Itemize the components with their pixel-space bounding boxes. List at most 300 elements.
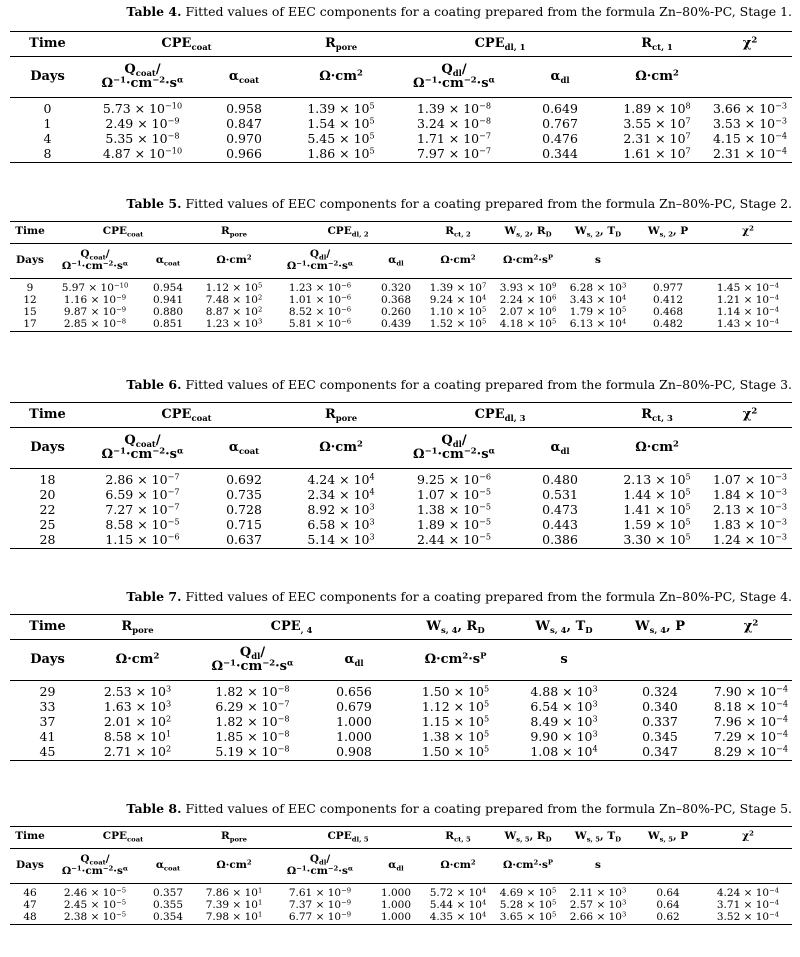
table-cell: 0.941 [152, 293, 184, 306]
table-cell: 1.000 [380, 898, 412, 911]
table-cell: 0.715 [226, 517, 262, 533]
table-cell: $9.90 \times 10^3$ [530, 728, 598, 745]
table-cell: 0.64 [656, 886, 680, 899]
caption-text: Fitted values of EEC components for a coating prepared from the formula Zn–80%-PC, Stage 1. [185, 4, 792, 19]
table-cell: $1.50 \times 10^5$ [393, 745, 518, 761]
table-cell: $2.53 \times 10^3$ [103, 683, 172, 700]
header-cell: Time [10, 31, 85, 56]
table-cell: 22 [39, 502, 56, 518]
table-cell: $1.54 \times 10^5$ [307, 115, 375, 132]
table-cell: $3.71 \times 10^{-4}$ [716, 898, 780, 911]
table-cell: 18 [39, 472, 56, 488]
table-cell: $5.45 \times 10^5$ [307, 130, 375, 147]
unit-cell: $\Omega\cdot cm^2$ [606, 427, 708, 468]
table-cell: $1.71 \times 10^{-7}$ [416, 130, 492, 147]
header-row [10, 614, 792, 639]
unit-cell: $\alpha_{dl}$ [514, 427, 606, 468]
table-cell: 0.476 [542, 131, 578, 147]
unit-cell: Days [10, 848, 50, 883]
unit-row [10, 639, 792, 680]
table-cell: $1.39 \times 10^{-8}$ [416, 100, 492, 117]
table-cell: $3.93 \times 10^9$ [499, 281, 557, 294]
header-cell: $CPE_{coat}$ [85, 402, 288, 427]
table-cell: 0.412 [652, 293, 684, 306]
table-cell: 0.344 [514, 147, 606, 163]
table-cell: $5.97 \times 10^{-10}$ [61, 281, 129, 294]
table-cell: 9 [26, 281, 34, 294]
table-row [10, 488, 792, 503]
table-cell: 1 [43, 116, 52, 132]
table-cell: $1.82 \times 10^{-8}$ [215, 683, 290, 700]
table-cell: 0.656 [336, 684, 372, 700]
table-cell: 4 [43, 131, 52, 147]
header-cell: $R_{pore}$ [288, 31, 394, 56]
table-row [10, 468, 792, 488]
header-cell: $\chi^2$ [710, 614, 792, 639]
header-cell: $W_{s, 4}$, P [610, 614, 710, 639]
header-cell: $CPE_{, 4}$ [190, 614, 393, 639]
table-cell: $8.49 \times 10^3$ [530, 713, 598, 730]
table-cell: 48 [10, 912, 50, 925]
unit-cell: $Q_{coat}/$ $\Omega^{-1}\cdot cm^{-2}\cdot s^\alpha$ [50, 243, 140, 278]
table-cell: 0.62 [632, 912, 704, 925]
unit-cell: $Q_{dl}/$ $\Omega^{-1}\cdot cm^{-2}\cdot s^\alpha$ [190, 639, 315, 680]
table-cell: $2.38 \times 10^{-5}$ [50, 912, 140, 925]
table-cell: 0.649 [542, 101, 578, 117]
unit-cell: s [518, 639, 610, 680]
table-cell: $9.87 \times 10^{-9}$ [63, 305, 127, 318]
table-cell: 0.324 [642, 684, 678, 700]
table-cell: $1.41 \times 10^5$ [623, 501, 691, 518]
table-cell: 0.439 [368, 319, 424, 332]
table-cell: $6.77 \times 10^{-9}$ [272, 912, 368, 925]
unit-cell: $\Omega\cdot cm^2$ [288, 56, 394, 97]
table-cell: $8.58 \times 10^1$ [103, 728, 172, 745]
unit-cell: $\Omega\cdot cm^2$ [424, 848, 492, 883]
unit-cell: $\alpha_{coat}$ [200, 427, 288, 468]
table-cell: 0.468 [652, 305, 684, 318]
table-cell: $5.14 \times 10^3$ [288, 533, 394, 549]
table-row [10, 715, 792, 730]
unit-cell [632, 243, 704, 278]
table-cell: $7.96 \times 10^{-4}$ [713, 713, 789, 730]
unit-row [10, 427, 792, 468]
table-row [10, 295, 792, 307]
table-cell: $1.07 \times 10^{-5}$ [416, 486, 492, 503]
unit-cell: s [564, 243, 632, 278]
table-cell: 0.480 [542, 472, 578, 488]
table-cell: $7.98 \times 10^1$ [196, 912, 272, 925]
table-cell: $2.66 \times 10^3$ [564, 912, 632, 925]
table-row [10, 518, 792, 533]
table-cell: 0.64 [656, 898, 680, 911]
table-label: Table 6. [126, 377, 182, 392]
table-7-caption [10, 591, 792, 604]
table-cell: 0.692 [226, 472, 262, 488]
header-cell: $W_{s, 5}$, P [632, 826, 704, 848]
unit-cell [632, 848, 704, 883]
table-cell: $5.73 \times 10^{-10}$ [102, 100, 183, 117]
header-cell: $R_{pore}$ [196, 221, 272, 243]
table-cell: 0.345 [642, 729, 678, 745]
table-cell: 0.531 [542, 487, 578, 503]
unit-cell: $\alpha_{coat}$ [140, 848, 196, 883]
table-cell: 0.320 [380, 281, 412, 294]
table-cell: $5.72 \times 10^4$ [429, 886, 487, 899]
header-cell: $\chi^2$ [708, 402, 792, 427]
table-cell: 1.000 [368, 912, 424, 925]
table-cell: $2.07 \times 10^6$ [499, 305, 557, 318]
table-4 [10, 6, 792, 163]
table-row [10, 680, 792, 700]
table-row [10, 503, 792, 518]
header-cell: $CPE_{dl, 5}$ [272, 826, 424, 848]
header-cell: $W_{s, 5}$, $T_D$ [564, 826, 632, 848]
table-cell: 0.637 [200, 533, 288, 549]
table-cell: $1.10 \times 10^5$ [429, 305, 487, 318]
table-cell: $9.25 \times 10^{-6}$ [416, 471, 492, 488]
table-cell: $2.11 \times 10^3$ [569, 886, 627, 899]
table-cell: $1.44 \times 10^5$ [623, 486, 691, 503]
unit-cell: s [564, 848, 632, 883]
table-cell: $1.15 \times 10^5$ [421, 713, 490, 730]
unit-row [10, 848, 792, 883]
table-cell: $5.81 \times 10^{-6}$ [272, 319, 368, 332]
table-cell: 29 [39, 684, 56, 700]
table-cell: 15 [23, 305, 37, 318]
unit-cell: $\Omega\cdot cm^2\cdot s^P$ [492, 848, 564, 883]
table-row [10, 700, 792, 715]
unit-cell: $\Omega\cdot cm^2\cdot s^P$ [393, 639, 518, 680]
header-cell: Time [10, 826, 50, 848]
unit-cell: Days [10, 639, 85, 680]
table-row [10, 730, 792, 745]
table-cell: 41 [39, 729, 56, 745]
unit-cell: $\alpha_{coat}$ [200, 56, 288, 97]
table-cell: $1.50 \times 10^5$ [421, 683, 490, 700]
table-cell: $2.86 \times 10^{-7}$ [105, 471, 180, 488]
header-row [10, 31, 792, 56]
table-cell: $8.92 \times 10^3$ [307, 501, 375, 518]
header-cell: $CPE_{coat}$ [85, 31, 288, 56]
table-cell: $5.35 \times 10^{-8}$ [105, 130, 180, 147]
header-cell: $CPE_{coat}$ [50, 826, 196, 848]
unit-cell: $\Omega\cdot cm^2$ [196, 848, 272, 883]
table-cell: $1.63 \times 10^3$ [103, 698, 172, 715]
table-cell: 0.735 [226, 487, 262, 503]
table-cell: $6.58 \times 10^3$ [307, 516, 375, 533]
header-cell: $\chi^2$ [704, 826, 792, 848]
header-cell: $CPE_{dl, 3}$ [394, 402, 606, 427]
table-cell: $8.87 \times 10^2$ [205, 305, 263, 318]
table-cell: $1.84 \times 10^{-3}$ [712, 486, 788, 503]
table-cell: $1.39 \times 10^5$ [307, 100, 375, 117]
caption-text: Fitted values of EEC components for a coating prepared from the formula Zn–80%-PC, Stage 5. [185, 801, 792, 816]
table-cell: $6.29 \times 10^{-7}$ [215, 698, 290, 715]
header-cell: $R_{ct, 2}$ [424, 221, 492, 243]
table-label: Table 7. [126, 589, 182, 604]
table-label: Table 4. [126, 4, 182, 19]
header-row [10, 402, 792, 427]
table-cell: $1.21 \times 10^{-4}$ [716, 293, 780, 306]
unit-cell [710, 639, 792, 680]
unit-cell: Days [10, 56, 85, 97]
table-6-caption [10, 379, 792, 392]
table-cell: 0.954 [152, 281, 184, 294]
table-body [10, 883, 792, 924]
table-cell: 8 [10, 147, 85, 163]
table-cell: $7.39 \times 10^1$ [205, 898, 263, 911]
table-cell: $2.13 \times 10^5$ [623, 471, 691, 488]
table-label: Table 8. [126, 801, 182, 816]
caption-text: Fitted values of EEC components for a coating prepared from the formula Zn–80%-PC, Stage 3. [185, 377, 792, 392]
table-body [10, 680, 792, 760]
table-cell: $1.45 \times 10^{-4}$ [716, 281, 780, 294]
caption-text: Fitted values of EEC components for a coating prepared from the formula Zn–80%-PC, Stage 2. [185, 196, 792, 211]
table-cell: 0.880 [152, 305, 184, 318]
table-cell: $2.85 \times 10^{-8}$ [50, 319, 140, 332]
header-row [10, 826, 792, 848]
table-body [10, 97, 792, 162]
header-cell: $R_{pore}$ [288, 402, 394, 427]
table-cell: $3.52 \times 10^{-4}$ [704, 912, 792, 925]
table-cell: $2.44 \times 10^{-5}$ [394, 533, 514, 549]
table-cell: 12 [23, 293, 37, 306]
table-cell: 0.767 [542, 116, 578, 132]
unit-cell: $\Omega\cdot cm^2$ [85, 639, 190, 680]
unit-cell: $\Omega\cdot cm^2$ [288, 427, 394, 468]
table-cell: $5.19 \times 10^{-8}$ [190, 745, 315, 761]
table-cell: $7.37 \times 10^{-9}$ [288, 898, 352, 911]
header-cell: Time [10, 402, 85, 427]
table-4-caption [10, 6, 792, 19]
header-cell: $\chi^2$ [704, 221, 792, 243]
header-cell: $R_{ct, 1}$ [606, 31, 708, 56]
table-cell: 20 [39, 487, 56, 503]
unit-cell: Days [10, 243, 50, 278]
table-cell: $2.57 \times 10^3$ [569, 898, 627, 911]
table-cell: 0.966 [200, 147, 288, 163]
header-cell: $R_{ct, 5}$ [424, 826, 492, 848]
header-cell: $W_{s, 2}$, $T_D$ [564, 221, 632, 243]
table-row [10, 147, 792, 163]
table-row [10, 97, 792, 117]
table-cell: $1.23 \times 10^3$ [196, 319, 272, 332]
table-cell: $2.24 \times 10^6$ [499, 293, 557, 306]
table-row [10, 900, 792, 912]
table-cell: $1.86 \times 10^5$ [288, 147, 394, 163]
table-cell: 1.000 [380, 886, 412, 899]
header-cell: $\chi^2$ [708, 31, 792, 56]
table-cell: $1.01 \times 10^{-6}$ [288, 293, 352, 306]
unit-cell: $\Omega\cdot cm^2$ [424, 243, 492, 278]
table-cell: 46 [23, 886, 37, 899]
table-cell: $4.24 \times 10^{-4}$ [716, 886, 780, 899]
table-cell: $2.45 \times 10^{-5}$ [63, 898, 127, 911]
table-cell: $1.43 \times 10^{-4}$ [704, 319, 792, 332]
table-cell: $3.66 \times 10^{-3}$ [712, 100, 788, 117]
table-cell: 0.340 [642, 699, 678, 715]
table-cell: $2.46 \times 10^{-5}$ [63, 886, 127, 899]
table-cell: $1.83 \times 10^{-3}$ [712, 516, 788, 533]
table-cell: 0.386 [514, 533, 606, 549]
table-row [10, 117, 792, 132]
table-cell: 0.355 [152, 898, 184, 911]
table-cell: $1.39 \times 10^7$ [429, 281, 487, 294]
table-cell: $4.88 \times 10^3$ [530, 683, 598, 700]
table-cell: $1.52 \times 10^5$ [424, 319, 492, 332]
table-cell: 0.728 [226, 502, 262, 518]
table-cell: $8.52 \times 10^{-6}$ [288, 305, 352, 318]
unit-row [10, 243, 792, 278]
table-cell: 0.847 [226, 116, 262, 132]
table-row [10, 132, 792, 147]
table-cell: $6.59 \times 10^{-7}$ [105, 486, 180, 503]
table-cell: $6.13 \times 10^4$ [564, 319, 632, 332]
table-cell: 47 [23, 898, 37, 911]
header-cell: $W_{s, 2}$, P [632, 221, 704, 243]
table-cell: $1.82 \times 10^{-8}$ [215, 713, 290, 730]
header-cell: $W_{s, 4}$, $T_D$ [518, 614, 610, 639]
table-body [10, 468, 792, 548]
caption-text: Fitted values of EEC components for a coating prepared from the formula Zn–80%-PC, Stage 4. [185, 589, 792, 604]
table-cell: $2.31 \times 10^{-4}$ [708, 147, 792, 163]
table-cell: 0.482 [632, 319, 704, 332]
unit-cell: $\Omega\cdot cm^2$ [196, 243, 272, 278]
unit-cell: $Q_{coat}/$ $\Omega^{-1}\cdot cm^{-2}\cdot s^\alpha$ [85, 56, 200, 97]
unit-cell [704, 848, 792, 883]
table-cell: $1.07 \times 10^{-3}$ [712, 471, 788, 488]
header-cell: $CPE_{coat}$ [50, 221, 196, 243]
table-5 [10, 198, 792, 332]
table-8-caption [10, 803, 792, 816]
table-cell: $2.13 \times 10^{-3}$ [712, 501, 788, 518]
table-cell: 45 [10, 745, 85, 761]
table-cell: 0.368 [380, 293, 412, 306]
unit-row [10, 56, 792, 97]
table-cell: 0.347 [610, 745, 710, 761]
table-row [10, 533, 792, 549]
table-cell: $4.35 \times 10^4$ [424, 912, 492, 925]
table-row [10, 307, 792, 319]
table-cell: 0.970 [226, 131, 262, 147]
unit-cell: $\Omega\cdot cm^2$ [606, 56, 708, 97]
table-cell: $5.44 \times 10^4$ [429, 898, 487, 911]
table-cell: $4.69 \times 10^5$ [499, 886, 557, 899]
table-cell: 0.977 [652, 281, 684, 294]
unit-cell: $Q_{coat}/$ $\Omega^{-1}\cdot cm^{-2}\cdot s^\alpha$ [85, 427, 200, 468]
header-row [10, 221, 792, 243]
table-cell: $1.89 \times 10^8$ [623, 100, 691, 117]
unit-cell: $\alpha_{coat}$ [140, 243, 196, 278]
unit-cell: $\alpha_{dl}$ [368, 848, 424, 883]
table-cell: $3.43 \times 10^4$ [569, 293, 627, 306]
table-cell: 17 [10, 319, 50, 332]
table-body [10, 278, 792, 331]
table-6 [10, 379, 792, 549]
unit-cell: $Q_{dl}/$ $\Omega^{-1}\cdot cm^{-2}\cdot s^\alpha$ [272, 848, 368, 883]
table-cell: $1.08 \times 10^4$ [518, 745, 610, 761]
table-cell: $1.23 \times 10^{-6}$ [288, 281, 352, 294]
table-cell: $6.28 \times 10^3$ [569, 281, 627, 294]
unit-cell: $Q_{dl}/$ $\Omega^{-1}\cdot cm^{-2}\cdot s^\alpha$ [272, 243, 368, 278]
table-cell: 0 [43, 101, 52, 117]
table-cell: $3.55 \times 10^7$ [623, 115, 691, 132]
table-cell: 0.260 [380, 305, 412, 318]
table-cell: $1.12 \times 10^5$ [421, 698, 490, 715]
table-cell: 25 [39, 517, 56, 533]
table-cell: 0.337 [642, 714, 678, 730]
table-cell: 0.851 [140, 319, 196, 332]
table-7 [10, 591, 792, 761]
table-cell: $9.24 \times 10^4$ [429, 293, 487, 306]
header-cell: $W_{s, 4}$, $R_D$ [393, 614, 518, 639]
table-row [10, 745, 792, 761]
table-cell: $3.65 \times 10^5$ [492, 912, 564, 925]
table-cell: $6.54 \times 10^3$ [530, 698, 598, 715]
table-5-caption [10, 198, 792, 211]
table-cell: $4.87 \times 10^{-10}$ [85, 147, 200, 163]
table-cell: $7.86 \times 10^1$ [205, 886, 263, 899]
table-cell: $7.29 \times 10^{-4}$ [713, 728, 789, 745]
header-cell: $W_{s, 2}$, $R_D$ [492, 221, 564, 243]
table-cell: $8.29 \times 10^{-4}$ [710, 745, 792, 761]
table-cell: $2.34 \times 10^4$ [307, 486, 375, 503]
unit-cell [610, 639, 710, 680]
table-cell: 28 [10, 533, 85, 549]
table-cell: $1.79 \times 10^5$ [569, 305, 627, 318]
table-cell: 37 [39, 714, 56, 730]
table-cell: 0.958 [226, 101, 262, 117]
table-cell: $1.38 \times 10^5$ [421, 728, 490, 745]
header-cell: $CPE_{dl, 1}$ [394, 31, 606, 56]
table-cell: $2.31 \times 10^7$ [623, 130, 691, 147]
unit-cell: $\Omega\cdot cm^2\cdot s^P$ [492, 243, 564, 278]
unit-cell: $\alpha_{dl}$ [315, 639, 393, 680]
table-cell: $4.18 \times 10^5$ [492, 319, 564, 332]
unit-cell: $\alpha_{dl}$ [514, 56, 606, 97]
table-row [10, 278, 792, 295]
table-cell: $7.27 \times 10^{-7}$ [105, 501, 180, 518]
table-cell: $1.15 \times 10^{-6}$ [85, 533, 200, 549]
header-cell: $CPE_{dl, 2}$ [272, 221, 424, 243]
table-cell: $4.15 \times 10^{-4}$ [712, 130, 788, 147]
unit-cell: $Q_{coat}/$ $\Omega^{-1}\cdot cm^{-2}\cdot s^\alpha$ [50, 848, 140, 883]
header-cell: Time [10, 221, 50, 243]
unit-cell [708, 427, 792, 468]
table-cell: $1.24 \times 10^{-3}$ [708, 533, 792, 549]
table-row [10, 319, 792, 332]
table-cell: $1.14 \times 10^{-4}$ [716, 305, 780, 318]
table-cell: 1.000 [336, 729, 372, 745]
table-cell: $1.12 \times 10^5$ [205, 281, 263, 294]
table-cell: 0.679 [336, 699, 372, 715]
table-cell: $1.59 \times 10^5$ [623, 516, 691, 533]
table-cell: 0.357 [152, 886, 184, 899]
table-cell: $7.61 \times 10^{-9}$ [288, 886, 352, 899]
table-cell: 1.000 [336, 714, 372, 730]
header-cell: $R_{pore}$ [85, 614, 190, 639]
table-cell: $7.97 \times 10^{-7}$ [394, 147, 514, 163]
unit-cell [708, 56, 792, 97]
table-cell: $2.01 \times 10^2$ [103, 713, 172, 730]
table-cell: $2.71 \times 10^2$ [85, 745, 190, 761]
header-cell: $R_{ct, 3}$ [606, 402, 708, 427]
table-cell: 0.473 [542, 502, 578, 518]
table-cell: $1.89 \times 10^{-5}$ [416, 516, 492, 533]
table-cell: $7.48 \times 10^2$ [205, 293, 263, 306]
table-8 [10, 803, 792, 925]
